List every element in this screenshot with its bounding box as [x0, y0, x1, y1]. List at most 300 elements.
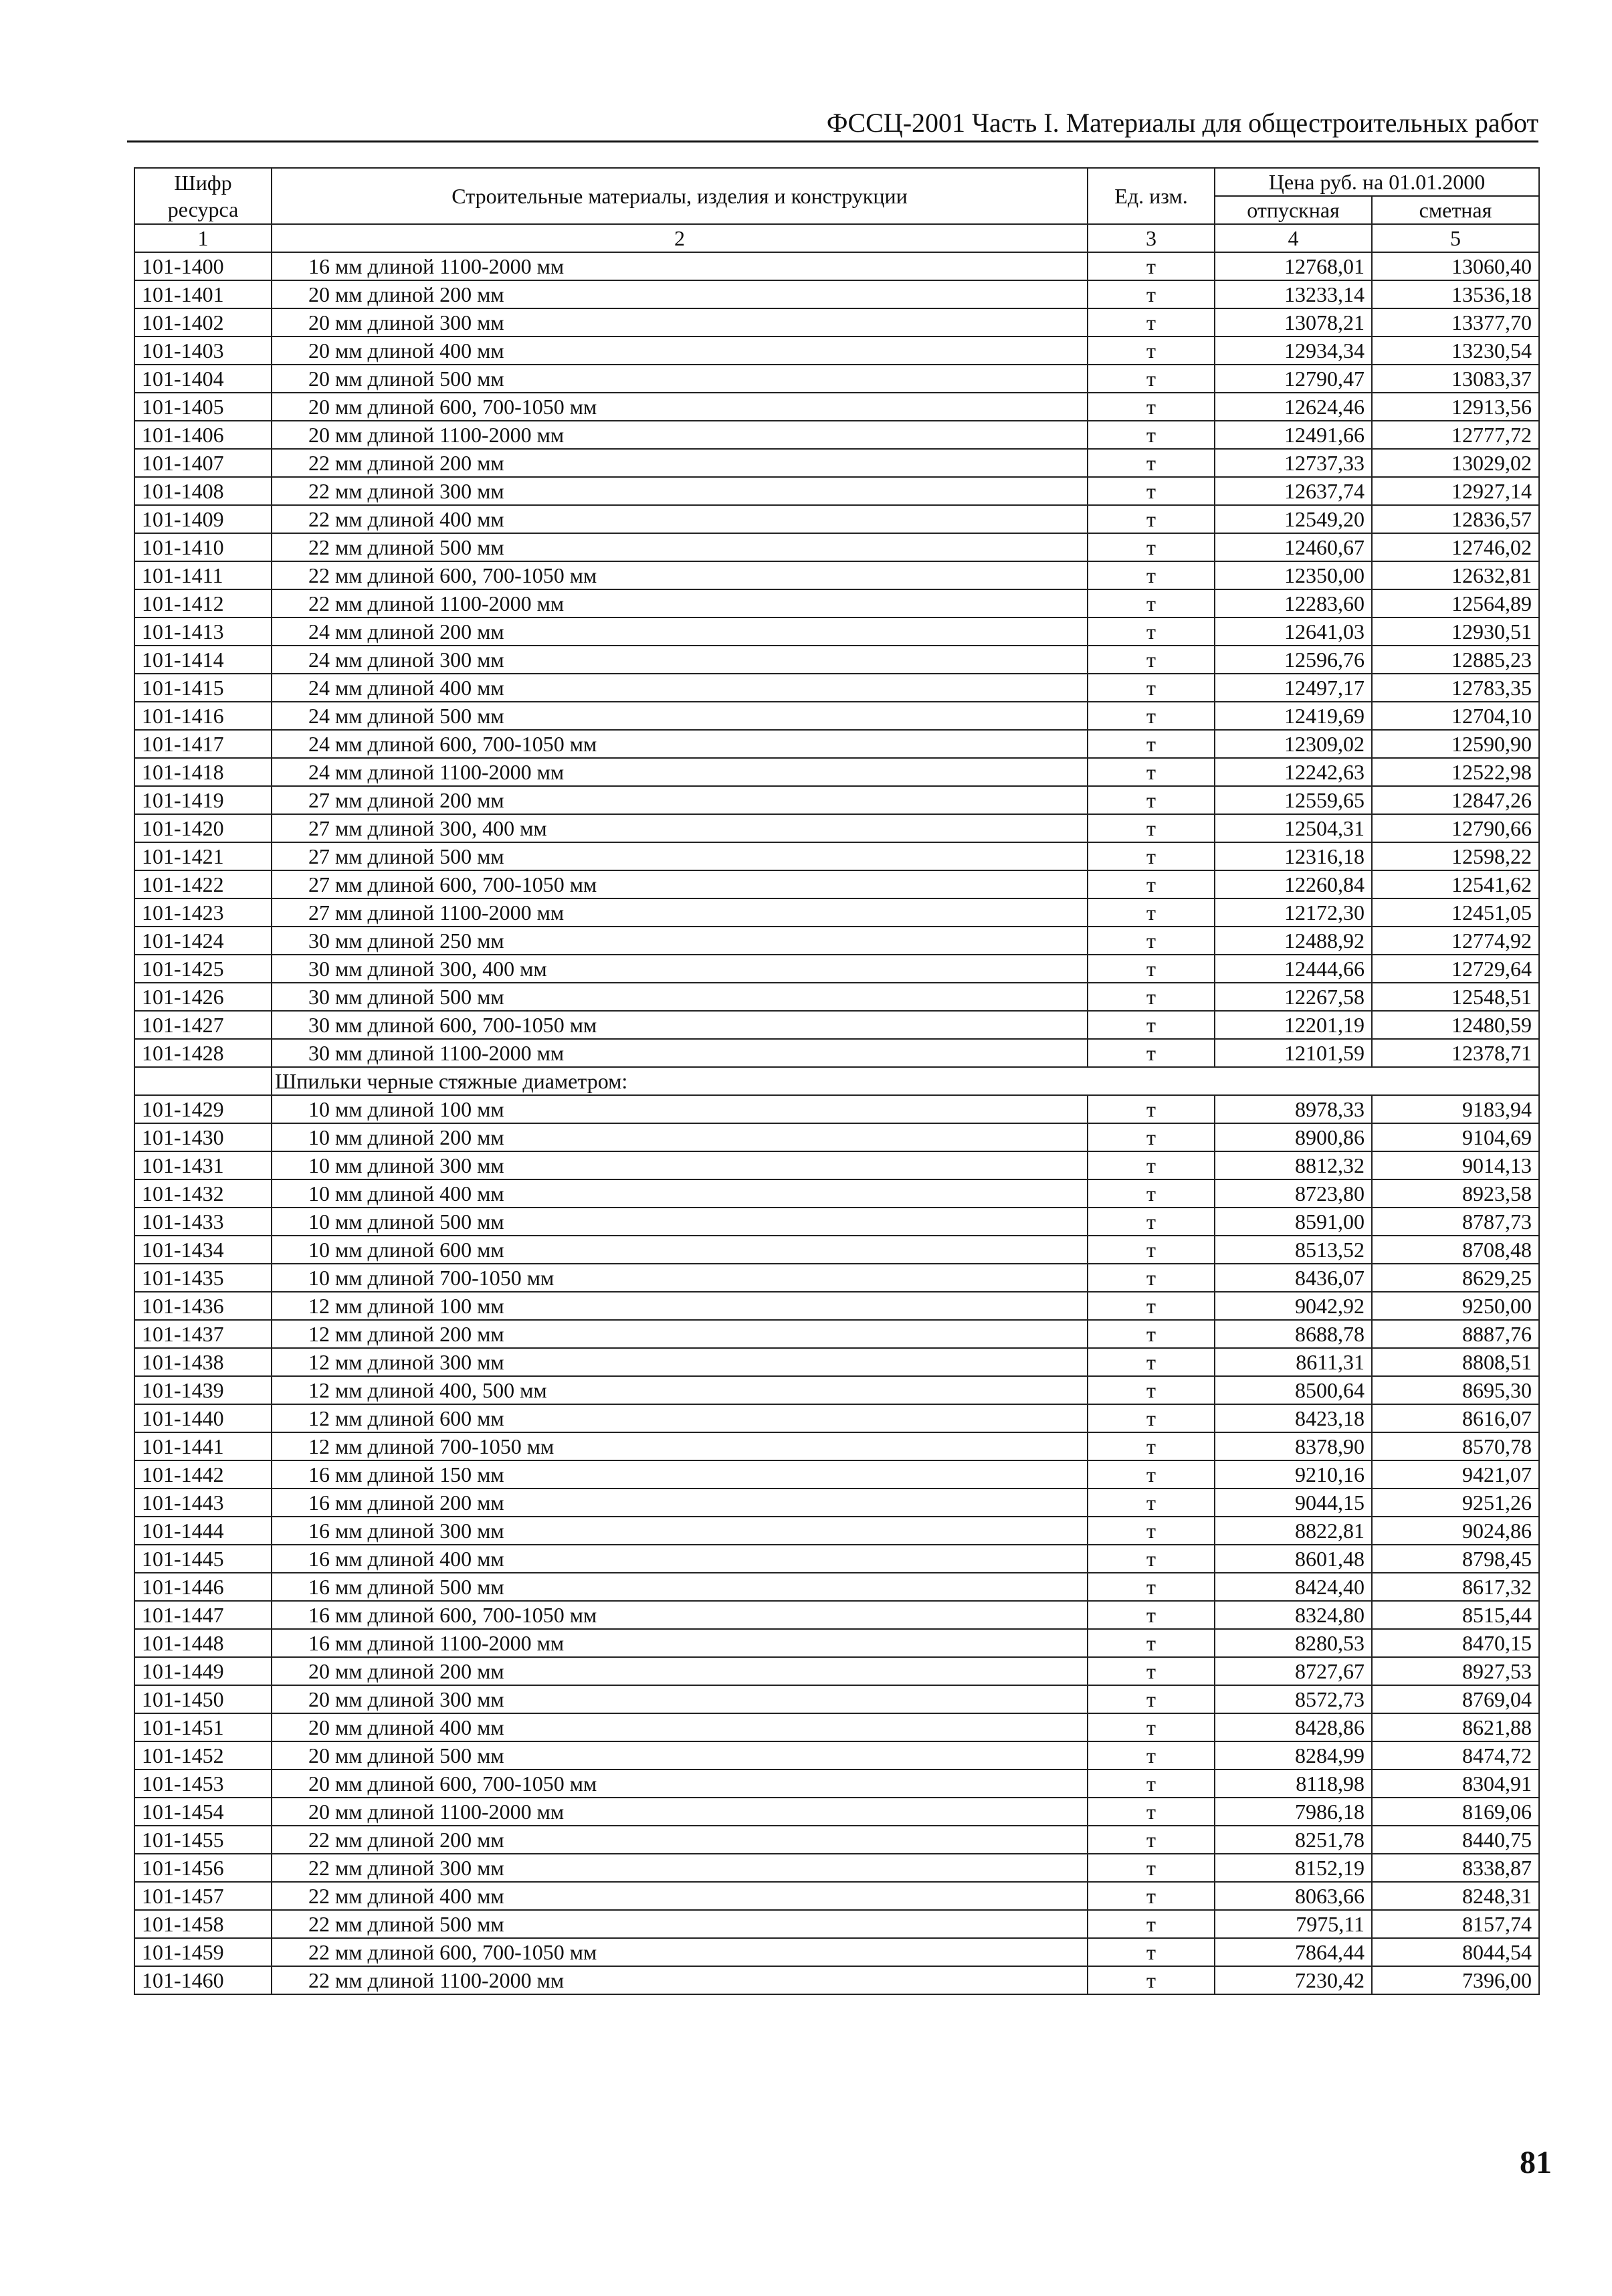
material-name-cell: 16 мм длиной 500 мм [272, 1573, 1088, 1601]
table-row [134, 1039, 1539, 1067]
resource-code-cell: 101-1449 [134, 1657, 272, 1685]
unit-cell: т [1088, 646, 1215, 674]
release-price-cell: 9044,15 [1215, 1489, 1372, 1517]
table-row [134, 589, 1539, 617]
resource-code-cell: 101-1429 [134, 1095, 272, 1123]
unit-cell: т [1088, 1236, 1215, 1264]
material-name-cell: 16 мм длиной 300 мм [272, 1517, 1088, 1545]
estimate-price-cell: 12704,10 [1372, 702, 1539, 730]
table-row [134, 1910, 1539, 1938]
unit-cell: т [1088, 842, 1215, 870]
release-price-cell: 12242,63 [1215, 758, 1372, 786]
release-price-cell: 12444,66 [1215, 955, 1372, 983]
table-body-b [134, 1095, 1539, 1994]
release-price-cell: 8280,53 [1215, 1629, 1372, 1657]
table-row [134, 477, 1539, 505]
release-price-cell: 12460,67 [1215, 533, 1372, 561]
unit-cell: т [1088, 1348, 1215, 1376]
material-name-cell: 24 мм длиной 200 мм [272, 617, 1088, 646]
estimate-price-cell: 8927,53 [1372, 1657, 1539, 1685]
table-row [134, 814, 1539, 842]
release-price-cell: 8611,31 [1215, 1348, 1372, 1376]
resource-code-cell: 101-1451 [134, 1713, 272, 1741]
estimate-price-cell: 7396,00 [1372, 1966, 1539, 1994]
material-name-cell: 16 мм длиной 1100-2000 мм [272, 252, 1088, 280]
table-row [134, 1292, 1539, 1320]
material-name-cell: 22 мм длиной 400 мм [272, 1882, 1088, 1910]
table-row [134, 1573, 1539, 1601]
material-name-cell: 22 мм длиной 300 мм [272, 477, 1088, 505]
table-row [134, 1938, 1539, 1966]
resource-code-cell: 101-1418 [134, 758, 272, 786]
unit-cell: т [1088, 1713, 1215, 1741]
material-name-cell: 30 мм длиной 250 мм [272, 927, 1088, 955]
release-price-cell: 12267,58 [1215, 983, 1372, 1011]
table-row [134, 758, 1539, 786]
table-row [134, 505, 1539, 533]
release-price-cell: 12934,34 [1215, 337, 1372, 365]
estimate-price-cell: 8887,76 [1372, 1320, 1539, 1348]
material-name-cell: 20 мм длиной 300 мм [272, 1685, 1088, 1713]
material-name-cell: 22 мм длиной 1100-2000 мм [272, 1966, 1088, 1994]
resource-code-cell: 101-1412 [134, 589, 272, 617]
estimate-price-cell: 12777,72 [1372, 421, 1539, 449]
release-price-cell: 8436,07 [1215, 1264, 1372, 1292]
table-row [134, 674, 1539, 702]
material-name-cell: 12 мм длиной 400, 500 мм [272, 1376, 1088, 1404]
estimate-price-cell: 8440,75 [1372, 1826, 1539, 1854]
estimate-price-cell: 12930,51 [1372, 617, 1539, 646]
estimate-price-cell: 8617,32 [1372, 1573, 1539, 1601]
release-price-cell: 8063,66 [1215, 1882, 1372, 1910]
release-price-cell: 8978,33 [1215, 1095, 1372, 1123]
table-row [134, 786, 1539, 814]
table-row [134, 1432, 1539, 1460]
material-name-cell: 12 мм длиной 700-1050 мм [272, 1432, 1088, 1460]
page-header [127, 107, 1538, 142]
material-name-cell: 27 мм длиной 300, 400 мм [272, 814, 1088, 842]
material-name-cell: 20 мм длиной 400 мм [272, 1713, 1088, 1741]
column-number: 1 [134, 224, 272, 252]
unit-cell: т [1088, 1095, 1215, 1123]
table-row [134, 1826, 1539, 1854]
unit-cell: т [1088, 814, 1215, 842]
resource-code-cell: 101-1422 [134, 870, 272, 898]
resource-code-cell: 101-1408 [134, 477, 272, 505]
resource-code-cell: 101-1405 [134, 393, 272, 421]
resource-code-cell: 101-1453 [134, 1769, 272, 1798]
estimate-price-cell: 12927,14 [1372, 477, 1539, 505]
material-name-cell: 27 мм длиной 600, 700-1050 мм [272, 870, 1088, 898]
resource-code-cell: 101-1419 [134, 786, 272, 814]
table-body-a [134, 252, 1539, 1067]
material-name-cell: 20 мм длиной 1100-2000 мм [272, 1798, 1088, 1826]
estimate-price-cell: 12590,90 [1372, 730, 1539, 758]
material-name-cell: 24 мм длиной 400 мм [272, 674, 1088, 702]
estimate-price-cell: 12480,59 [1372, 1011, 1539, 1039]
table-row [134, 449, 1539, 477]
material-name-cell: 22 мм длиной 500 мм [272, 533, 1088, 561]
release-price-cell: 13078,21 [1215, 308, 1372, 337]
unit-cell: т [1088, 280, 1215, 308]
release-price-cell: 8423,18 [1215, 1404, 1372, 1432]
unit-cell: т [1088, 702, 1215, 730]
unit-cell: т [1088, 337, 1215, 365]
resource-code-cell: 101-1420 [134, 814, 272, 842]
estimate-price-cell: 13029,02 [1372, 449, 1539, 477]
table-row [134, 927, 1539, 955]
resource-code-cell: 101-1441 [134, 1432, 272, 1460]
release-price-cell: 12260,84 [1215, 870, 1372, 898]
resource-code-cell: 101-1415 [134, 674, 272, 702]
material-name-cell: 10 мм длиной 600 мм [272, 1236, 1088, 1264]
resource-code-cell: 101-1431 [134, 1151, 272, 1179]
table-row [134, 1629, 1539, 1657]
material-name-cell: 20 мм длиной 600, 700-1050 мм [272, 1769, 1088, 1798]
material-name-cell: 16 мм длиной 1100-2000 мм [272, 1629, 1088, 1657]
material-name-cell: 20 мм длиной 200 мм [272, 280, 1088, 308]
material-name-cell: 10 мм длиной 100 мм [272, 1095, 1088, 1123]
estimate-price-cell: 8769,04 [1372, 1685, 1539, 1713]
release-price-cell: 7864,44 [1215, 1938, 1372, 1966]
header-unit: Ед. изм. [1088, 168, 1215, 224]
estimate-price-cell: 8157,74 [1372, 1910, 1539, 1938]
table-row [134, 1404, 1539, 1432]
material-name-cell: 24 мм длиной 600, 700-1050 мм [272, 730, 1088, 758]
table-row [134, 983, 1539, 1011]
material-name-cell: 20 мм длиной 400 мм [272, 337, 1088, 365]
release-price-cell: 12637,74 [1215, 477, 1372, 505]
table-row [134, 1854, 1539, 1882]
material-name-cell: 27 мм длиной 500 мм [272, 842, 1088, 870]
unit-cell: т [1088, 533, 1215, 561]
resource-code-cell: 101-1444 [134, 1517, 272, 1545]
estimate-price-cell: 13536,18 [1372, 280, 1539, 308]
material-name-cell: 22 мм длиной 600, 700-1050 мм [272, 561, 1088, 589]
unit-cell: т [1088, 477, 1215, 505]
release-price-cell: 13233,14 [1215, 280, 1372, 308]
resource-code-cell: 101-1428 [134, 1039, 272, 1067]
material-name-cell: 10 мм длиной 200 мм [272, 1123, 1088, 1151]
estimate-price-cell: 8629,25 [1372, 1264, 1539, 1292]
resource-code-cell: 101-1426 [134, 983, 272, 1011]
unit-cell: т [1088, 1798, 1215, 1826]
unit-cell: т [1088, 1011, 1215, 1039]
unit-cell: т [1088, 589, 1215, 617]
unit-cell: т [1088, 1179, 1215, 1208]
estimate-price-cell: 8570,78 [1372, 1432, 1539, 1460]
resource-code-cell: 101-1446 [134, 1573, 272, 1601]
estimate-price-cell: 8923,58 [1372, 1179, 1539, 1208]
material-name-cell: 16 мм длиной 400 мм [272, 1545, 1088, 1573]
table-row [134, 870, 1539, 898]
resource-code-cell: 101-1452 [134, 1741, 272, 1769]
unit-cell: т [1088, 1039, 1215, 1067]
estimate-price-cell: 8044,54 [1372, 1938, 1539, 1966]
estimate-price-cell: 8515,44 [1372, 1601, 1539, 1629]
material-name-cell: 20 мм длиной 1100-2000 мм [272, 421, 1088, 449]
unit-cell: т [1088, 786, 1215, 814]
material-name-cell: 20 мм длиной 500 мм [272, 1741, 1088, 1769]
table-row [134, 1657, 1539, 1685]
unit-cell: т [1088, 1826, 1215, 1854]
release-price-cell: 7975,11 [1215, 1910, 1372, 1938]
unit-cell: т [1088, 927, 1215, 955]
table-row [134, 393, 1539, 421]
estimate-price-cell: 12378,71 [1372, 1039, 1539, 1067]
resource-code-cell: 101-1460 [134, 1966, 272, 1994]
header-code: Шифр ресурса [134, 168, 272, 224]
resource-code-cell: 101-1406 [134, 421, 272, 449]
material-name-cell: 10 мм длиной 700-1050 мм [272, 1264, 1088, 1292]
table-row [134, 1123, 1539, 1151]
resource-code-cell: 101-1407 [134, 449, 272, 477]
unit-cell: т [1088, 1208, 1215, 1236]
unit-cell: т [1088, 1685, 1215, 1713]
table-header-row [134, 168, 1539, 196]
unit-cell: т [1088, 252, 1215, 280]
estimate-price-cell: 12836,57 [1372, 505, 1539, 533]
resource-code-cell: 101-1409 [134, 505, 272, 533]
estimate-price-cell: 9251,26 [1372, 1489, 1539, 1517]
estimate-price-cell: 12847,26 [1372, 786, 1539, 814]
resource-code-cell: 101-1455 [134, 1826, 272, 1854]
resource-code-cell: 101-1438 [134, 1348, 272, 1376]
table-row [134, 646, 1539, 674]
estimate-price-cell: 12548,51 [1372, 983, 1539, 1011]
table-row [134, 1489, 1539, 1517]
unit-cell: т [1088, 1517, 1215, 1545]
release-price-cell: 8428,86 [1215, 1713, 1372, 1741]
release-price-cell: 8900,86 [1215, 1123, 1372, 1151]
release-price-cell: 12201,19 [1215, 1011, 1372, 1039]
table-row [134, 1460, 1539, 1489]
header-name: Строительные материалы, изделия и конструкции [272, 168, 1088, 224]
table-row [134, 1798, 1539, 1826]
estimate-price-cell: 12541,62 [1372, 870, 1539, 898]
resource-code-cell: 101-1433 [134, 1208, 272, 1236]
release-price-cell: 12491,66 [1215, 421, 1372, 449]
resource-code-cell: 101-1447 [134, 1601, 272, 1629]
group-title: Шпильки черные стяжные диаметром: [272, 1067, 1539, 1095]
table-row [134, 421, 1539, 449]
resource-code-cell: 101-1403 [134, 337, 272, 365]
unit-cell: т [1088, 365, 1215, 393]
resource-code-cell: 101-1430 [134, 1123, 272, 1151]
unit-cell: т [1088, 1545, 1215, 1573]
table-row [134, 1236, 1539, 1264]
release-price-cell: 12504,31 [1215, 814, 1372, 842]
table-row [134, 617, 1539, 646]
estimate-price-cell: 8808,51 [1372, 1348, 1539, 1376]
table-row [134, 1095, 1539, 1123]
estimate-price-cell: 12522,98 [1372, 758, 1539, 786]
release-price-cell: 12596,76 [1215, 646, 1372, 674]
release-price-cell: 8727,67 [1215, 1657, 1372, 1685]
table-row [134, 1769, 1539, 1798]
table-row [134, 1545, 1539, 1573]
unit-cell: т [1088, 898, 1215, 927]
resource-code-cell: 101-1443 [134, 1489, 272, 1517]
resource-code-cell: 101-1421 [134, 842, 272, 870]
column-number: 3 [1088, 224, 1215, 252]
table-row [134, 252, 1539, 280]
column-number: 2 [272, 224, 1088, 252]
release-price-cell: 12316,18 [1215, 842, 1372, 870]
resource-code-cell: 101-1442 [134, 1460, 272, 1489]
release-price-cell: 12419,69 [1215, 702, 1372, 730]
price-table [134, 167, 1540, 1995]
table-row [134, 1208, 1539, 1236]
resource-code-cell: 101-1423 [134, 898, 272, 927]
table-row [134, 1517, 1539, 1545]
estimate-price-cell: 8470,15 [1372, 1629, 1539, 1657]
release-price-cell: 12559,65 [1215, 786, 1372, 814]
release-price-cell: 12488,92 [1215, 927, 1372, 955]
unit-cell: т [1088, 393, 1215, 421]
resource-code-cell: 101-1459 [134, 1938, 272, 1966]
estimate-price-cell: 8304,91 [1372, 1769, 1539, 1798]
header-release: отпускная [1215, 196, 1372, 224]
estimate-price-cell: 9014,13 [1372, 1151, 1539, 1179]
group-code-cell [134, 1067, 272, 1095]
release-price-cell: 8688,78 [1215, 1320, 1372, 1348]
resource-code-cell: 101-1424 [134, 927, 272, 955]
material-name-cell: 10 мм длиной 300 мм [272, 1151, 1088, 1179]
material-name-cell: 27 мм длиной 200 мм [272, 786, 1088, 814]
resource-code-cell: 101-1410 [134, 533, 272, 561]
estimate-price-cell: 13230,54 [1372, 337, 1539, 365]
material-name-cell: 10 мм длиной 400 мм [272, 1179, 1088, 1208]
resource-code-cell: 101-1416 [134, 702, 272, 730]
release-price-cell: 8324,80 [1215, 1601, 1372, 1629]
release-price-cell: 8822,81 [1215, 1517, 1372, 1545]
material-name-cell: 30 мм длиной 500 мм [272, 983, 1088, 1011]
table-row [134, 1601, 1539, 1629]
release-price-cell: 8118,98 [1215, 1769, 1372, 1798]
table-row [134, 1011, 1539, 1039]
release-price-cell: 8424,40 [1215, 1573, 1372, 1601]
column-number: 4 [1215, 224, 1372, 252]
table-row [134, 955, 1539, 983]
material-name-cell: 24 мм длиной 300 мм [272, 646, 1088, 674]
release-price-cell: 12101,59 [1215, 1039, 1372, 1067]
material-name-cell: 30 мм длиной 300, 400 мм [272, 955, 1088, 983]
estimate-price-cell: 13377,70 [1372, 308, 1539, 337]
estimate-price-cell: 12913,56 [1372, 393, 1539, 421]
release-price-cell: 12309,02 [1215, 730, 1372, 758]
unit-cell: т [1088, 1151, 1215, 1179]
unit-cell: т [1088, 983, 1215, 1011]
estimate-price-cell: 13060,40 [1372, 252, 1539, 280]
estimate-price-cell: 12790,66 [1372, 814, 1539, 842]
table-row [134, 1179, 1539, 1208]
release-price-cell: 8513,52 [1215, 1236, 1372, 1264]
resource-code-cell: 101-1457 [134, 1882, 272, 1910]
estimate-price-cell: 8798,45 [1372, 1545, 1539, 1573]
estimate-price-cell: 8248,31 [1372, 1882, 1539, 1910]
resource-code-cell: 101-1435 [134, 1264, 272, 1292]
resource-code-cell: 101-1437 [134, 1320, 272, 1348]
estimate-price-cell: 8616,07 [1372, 1404, 1539, 1432]
unit-cell: т [1088, 449, 1215, 477]
resource-code-cell: 101-1414 [134, 646, 272, 674]
material-name-cell: 22 мм длиной 500 мм [272, 1910, 1088, 1938]
resource-code-cell: 101-1454 [134, 1798, 272, 1826]
release-price-cell: 12790,47 [1215, 365, 1372, 393]
estimate-price-cell: 8695,30 [1372, 1376, 1539, 1404]
unit-cell: т [1088, 1432, 1215, 1460]
release-price-cell: 8152,19 [1215, 1854, 1372, 1882]
unit-cell: т [1088, 308, 1215, 337]
material-name-cell: 22 мм длиной 200 мм [272, 1826, 1088, 1854]
table-row [134, 1376, 1539, 1404]
resource-code-cell: 101-1417 [134, 730, 272, 758]
estimate-price-cell: 12783,35 [1372, 674, 1539, 702]
unit-cell: т [1088, 1264, 1215, 1292]
material-name-cell: 22 мм длиной 1100-2000 мм [272, 589, 1088, 617]
table-row [134, 1264, 1539, 1292]
unit-cell: т [1088, 1489, 1215, 1517]
unit-cell: т [1088, 1882, 1215, 1910]
estimate-price-cell: 8169,06 [1372, 1798, 1539, 1826]
unit-cell: т [1088, 1123, 1215, 1151]
unit-cell: т [1088, 1601, 1215, 1629]
unit-cell: т [1088, 1629, 1215, 1657]
table-row [134, 280, 1539, 308]
unit-cell: т [1088, 1573, 1215, 1601]
unit-cell: т [1088, 730, 1215, 758]
release-price-cell: 7230,42 [1215, 1966, 1372, 1994]
material-name-cell: 20 мм длиной 600, 700-1050 мм [272, 393, 1088, 421]
table-row [134, 1685, 1539, 1713]
release-price-cell: 8284,99 [1215, 1741, 1372, 1769]
table-row [134, 1741, 1539, 1769]
material-name-cell: 22 мм длиной 600, 700-1050 мм [272, 1938, 1088, 1966]
table-row [134, 337, 1539, 365]
page-number: 81 [1520, 2145, 1552, 2180]
release-price-cell: 12549,20 [1215, 505, 1372, 533]
page-header-title: ФССЦ-2001 Часть I. Материалы для общестроительных работ [826, 108, 1538, 138]
resource-code-cell: 101-1427 [134, 1011, 272, 1039]
release-price-cell: 7986,18 [1215, 1798, 1372, 1826]
release-price-cell: 8723,80 [1215, 1179, 1372, 1208]
estimate-price-cell: 12774,92 [1372, 927, 1539, 955]
header-estimate: сметная [1372, 196, 1539, 224]
release-price-cell: 8251,78 [1215, 1826, 1372, 1854]
resource-code-cell: 101-1439 [134, 1376, 272, 1404]
estimate-price-cell: 8787,73 [1372, 1208, 1539, 1236]
resource-code-cell: 101-1401 [134, 280, 272, 308]
material-name-cell: 12 мм длиной 600 мм [272, 1404, 1088, 1432]
estimate-price-cell: 8474,72 [1372, 1741, 1539, 1769]
table-row [134, 730, 1539, 758]
header-price: Цена руб. на 01.01.2000 [1215, 168, 1539, 196]
material-name-cell: 10 мм длиной 500 мм [272, 1208, 1088, 1236]
table-row [134, 898, 1539, 927]
column-number: 5 [1372, 224, 1539, 252]
group-row [134, 1067, 1539, 1095]
unit-cell: т [1088, 617, 1215, 646]
estimate-price-cell: 9421,07 [1372, 1460, 1539, 1489]
material-name-cell: 12 мм длиной 100 мм [272, 1292, 1088, 1320]
material-name-cell: 22 мм длиной 200 мм [272, 449, 1088, 477]
table-row [134, 308, 1539, 337]
unit-cell: т [1088, 421, 1215, 449]
unit-cell: т [1088, 1741, 1215, 1769]
table-row [134, 702, 1539, 730]
resource-code-cell: 101-1445 [134, 1545, 272, 1573]
